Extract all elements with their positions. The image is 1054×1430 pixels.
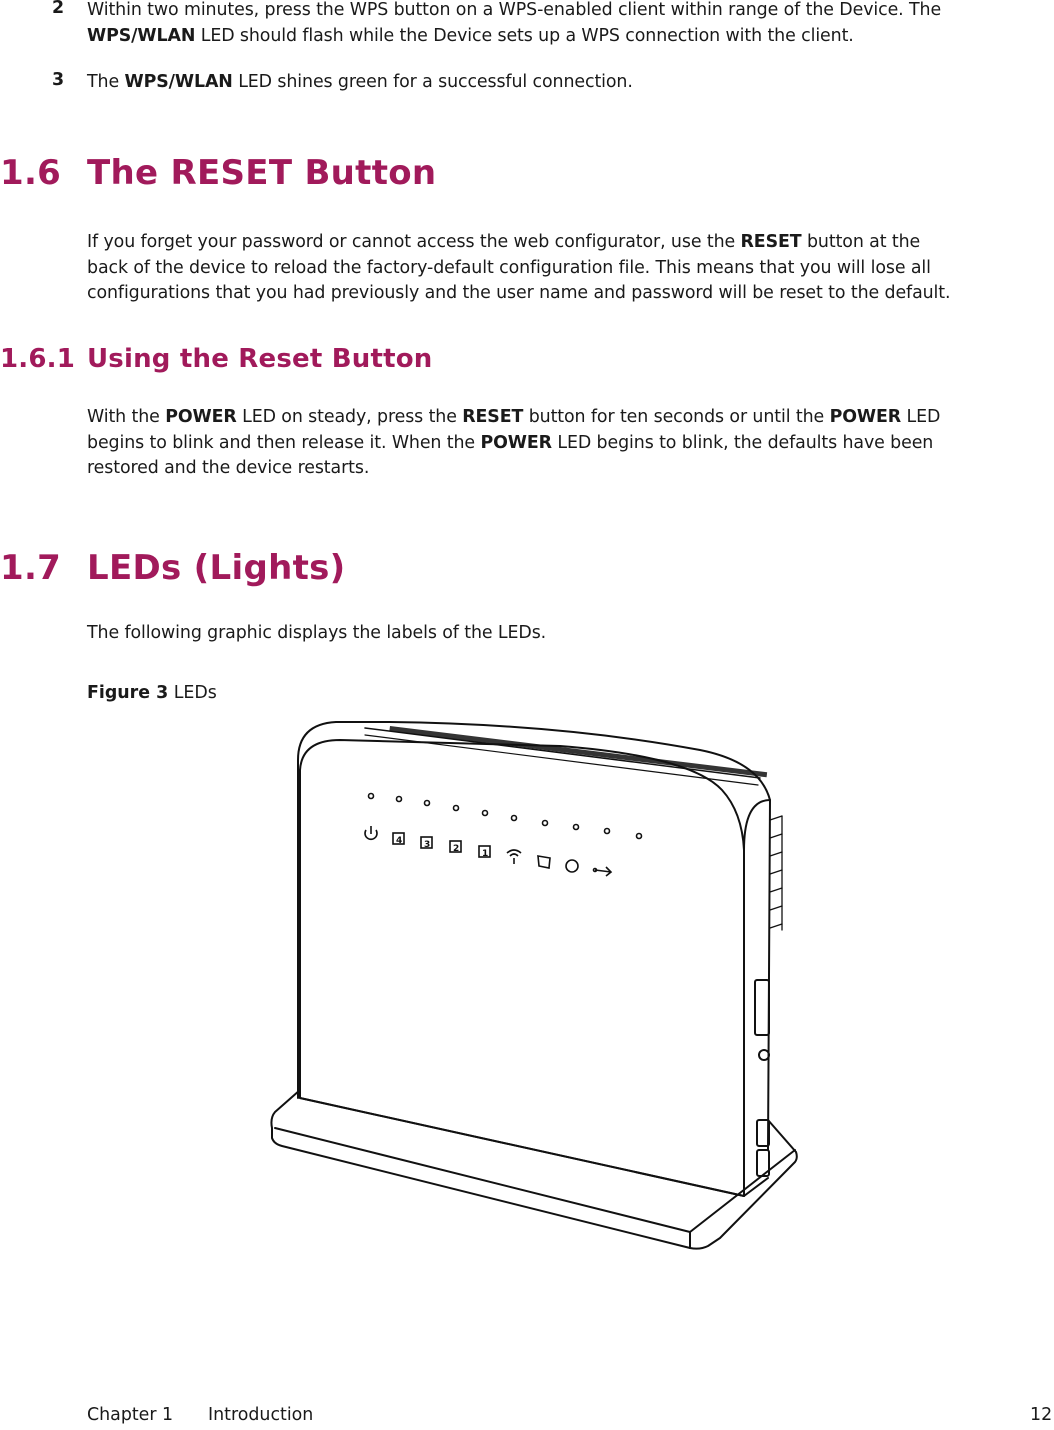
section-1-6-1-number: 1.6.1 (0, 344, 76, 374)
using-reset-paragraph (87, 405, 1052, 482)
text-run: begins to blink and then release it. When the (87, 432, 481, 453)
leds-intro-paragraph: The following graphic displays the labels of the LEDs. (87, 623, 547, 643)
footer-page-number: 12 (1030, 1405, 1053, 1425)
text-run: LED begins to blink, the defaults have been (551, 432, 934, 453)
led-lan1 (483, 811, 488, 816)
router-base (271, 1090, 796, 1249)
router-body (298, 722, 770, 1150)
para-line: restored and the device restarts. (87, 458, 370, 478)
wifi-icon (507, 850, 521, 864)
reset-label: RESET (740, 232, 802, 252)
lan-port-number: 4 (396, 836, 403, 846)
led-wps-wlan (512, 816, 517, 821)
wps-wlan-label: WPS/WLAN (124, 72, 233, 92)
section-1-6-1-title: Using the Reset Button (87, 344, 433, 374)
led-lan4 (397, 797, 402, 802)
dsl-icon (538, 856, 550, 868)
led-lan3 (425, 801, 430, 806)
router-illustration (260, 712, 810, 1257)
lan-port-number: 2 (453, 844, 460, 854)
para-line (87, 431, 1052, 457)
para-line (87, 230, 1052, 256)
para-line: back of the device to reload the factory-default configuration file. This means that you will lose all (87, 257, 931, 278)
power-label: POWER (480, 432, 552, 453)
usb-icon (594, 867, 612, 876)
reset-label: RESET (462, 407, 524, 427)
step-3-rest: LED shines green for a successful connection. (232, 72, 633, 92)
text-run: button for ten seconds or until the (523, 407, 830, 427)
lan-port-number: 1 (482, 849, 489, 859)
power-icon (365, 826, 377, 839)
section-1-7-title: LEDs (Lights) (87, 548, 346, 588)
led-dsl (543, 821, 548, 826)
wps-wlan-label: WPS/WLAN (87, 25, 196, 46)
text-run: If you forget your password or cannot access the web configurator, use the (87, 232, 741, 252)
footer-chapter: Chapter 1 (87, 1405, 174, 1425)
step-3-lead: The (87, 72, 125, 92)
led-power (369, 794, 374, 799)
step-number: 3 (52, 70, 65, 90)
power-label: POWER (165, 407, 237, 427)
power-label: POWER (829, 407, 902, 427)
lan-port-number: 3 (424, 840, 431, 850)
figure-label: Figure 3 (87, 683, 169, 703)
side-port-slot (755, 980, 769, 1035)
reset-hole (759, 1050, 769, 1060)
step-2-text (87, 0, 1047, 49)
figure-caption-text: LEDs (173, 683, 217, 703)
step-2-line-1: Within two minutes, press the WPS button on a WPS-enabled client within range of the Device. The (87, 0, 942, 20)
step-2-line-2-rest: LED should flash while the Device sets up a WPS connection with the client. (195, 25, 854, 46)
text-run: With the (87, 407, 166, 427)
globe-icon (566, 860, 578, 872)
text-run: LED (901, 407, 941, 427)
step-number: 2 (52, 0, 65, 18)
section-1-6-title: The RESET Button (87, 153, 437, 193)
step-3-text (87, 70, 1047, 96)
text-run: LED on steady, press the (236, 407, 463, 427)
reset-button-paragraph (87, 230, 1052, 307)
led-usb (605, 829, 610, 834)
para-line: configurations that you had previously and the user name and password will be reset to the default. (87, 283, 951, 303)
step-2-line-2 (87, 24, 1047, 50)
led-extra (637, 834, 642, 839)
led-lan2 (454, 806, 459, 811)
led-internet (574, 825, 579, 830)
section-1-6-number: 1.6 (0, 153, 62, 193)
text-run: button at the (801, 232, 921, 252)
figure-caption (87, 683, 217, 703)
section-1-7-number: 1.7 (0, 548, 62, 588)
footer-chapter-title: Introduction (208, 1405, 314, 1425)
para-line (87, 405, 1052, 431)
router-front-panel (300, 740, 744, 1196)
